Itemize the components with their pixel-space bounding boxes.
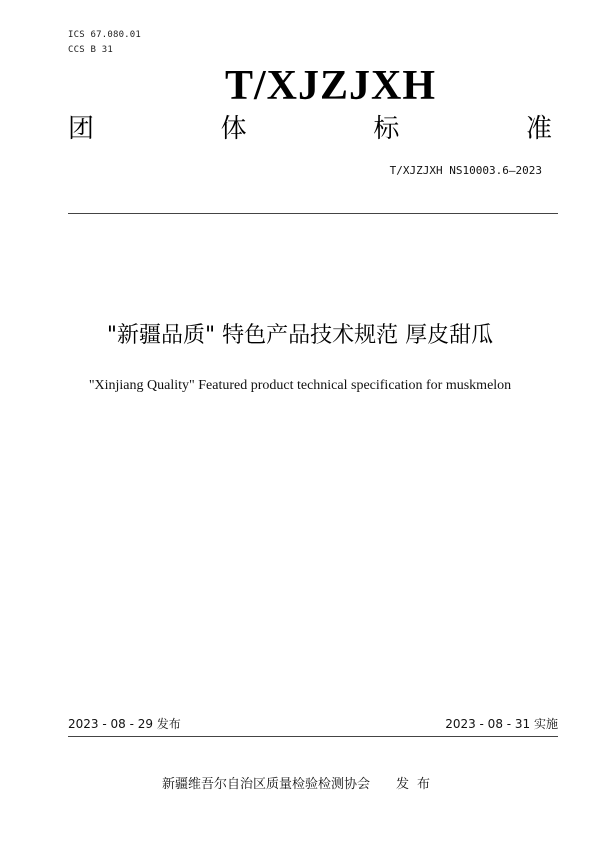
standard-code-title: T/XJZJXH — [225, 63, 437, 109]
ics-code: ICS 67.080.01 — [68, 30, 142, 40]
document-number: T/XJZJXH NS10003.6—2023 — [389, 164, 542, 177]
standard-type-char-4: 准 — [525, 114, 552, 144]
title-english: "Xinjiang Quality" Featured product technical specification for muskmelon — [88, 378, 512, 393]
standard-type-char-2: 体 — [220, 114, 247, 144]
top-divider — [68, 213, 558, 214]
publish-date: 2023 - 08 - 29 发布 — [68, 717, 181, 731]
publisher-name: 新疆维吾尔自治区质量检验检测协会 — [162, 777, 371, 792]
effective-date: 2023 - 08 - 31 实施 — [445, 717, 558, 731]
ccs-code: CCS B 31 — [68, 45, 113, 55]
title-chinese: "新疆品质" 特色产品技术规范 厚皮甜瓜 — [106, 323, 494, 348]
publisher-action: 发布 — [396, 777, 439, 792]
publisher-line — [162, 776, 438, 794]
standard-type-char-3: 标 — [373, 114, 400, 144]
bottom-divider — [68, 736, 558, 737]
standard-type-char-1: 团 — [68, 114, 95, 144]
standard-type-label — [68, 113, 552, 145]
